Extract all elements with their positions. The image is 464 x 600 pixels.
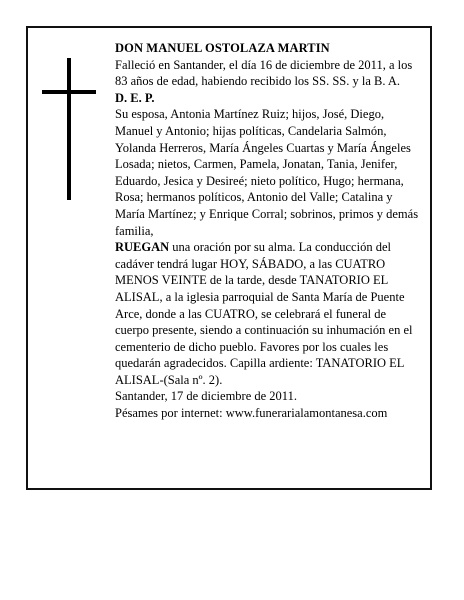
cross-horizontal-bar <box>42 90 96 94</box>
deceased-name: DON MANUEL OSTOLAZA MARTIN <box>115 41 330 55</box>
obituary-text <box>115 40 421 422</box>
obituary-notice <box>26 26 432 490</box>
ruegan-label: RUEGAN <box>115 240 170 255</box>
cross-vertical-bar <box>67 58 71 200</box>
death-info: Falleció en Santander, el día 16 de diciembre de 2011, a los 83 años de edad, habiendo recibido los SS. SS. y la B. A. <box>115 57 413 89</box>
condolences-line: Pésames por internet: www.funerarialamontanesa.com <box>115 406 388 421</box>
date-line: Santander, 17 de diciembre de 2011. <box>115 389 297 404</box>
ruegan-paragraph <box>115 239 421 388</box>
rest-in-peace: D. E. P. <box>115 90 155 105</box>
family-list: Su esposa, Antonia Martínez Ruiz; hijos, José, Diego, Manuel y Antonio; hijas políticas, Candelaria Salmón, Yolanda Herreros, María Ángeles Cuartas y María Ángeles Losada; nietos, Carmen, Pamela, Jonatan, Tania, Jenifer, Eduardo, Jesica y Desireé; nieto político, Hugo; hermana, Rosa; hermanos políticos, Antonio del Valle; Catalina y María Martínez; y Enrique Corral; sobrinos, primos y demás familia, <box>115 107 419 238</box>
ruegan-text: una oración por su alma. La conducción del cadáver tendrá lugar HOY, SÁBADO, a las CUATRO MENOS VEINTE de la tarde, desde TANATORIO EL ALISAL, a la iglesia parroquial de Santa María de Puente Arce, donde a las CUATRO, se celebrará el funeral de cuerpo presente, siendo a continuación su inhumación en el cementerio de dicho pueblo. Favores por los cuales les quedarán agradecidos. Capilla ardiente: TANATORIO EL ALISAL-(Sala nº. 2). <box>115 240 413 387</box>
